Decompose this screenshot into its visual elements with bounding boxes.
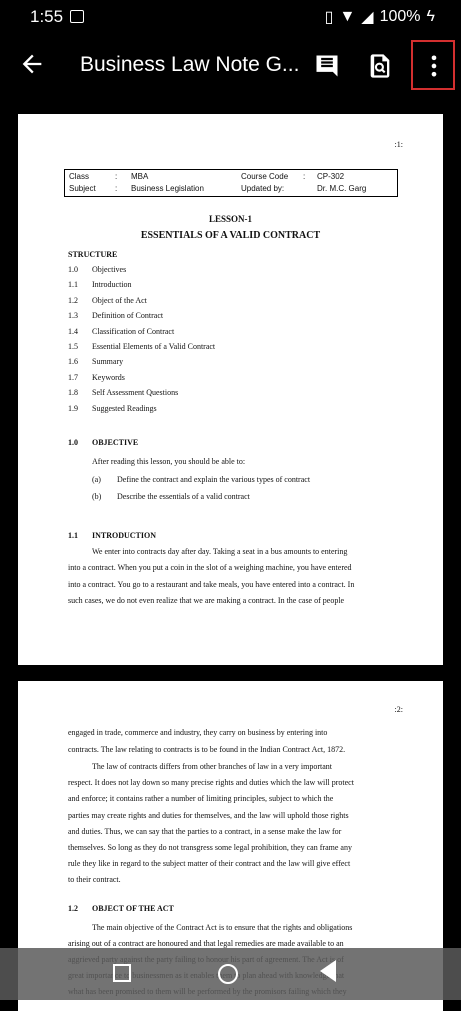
updated-value: Dr. M.C. Garg [317, 184, 367, 193]
class-value: MBA [131, 172, 149, 181]
objective-b: Describe the essentials of a valid contract [117, 492, 250, 501]
objective-b-label: (b) [92, 492, 102, 501]
paragraph-line: The law of contracts differs from other branches of law in a very important [92, 762, 332, 771]
class-label: Class [69, 172, 90, 181]
charging-icon: ϟ [426, 8, 435, 25]
status-time: 1:55 [30, 7, 64, 26]
recents-button[interactable] [113, 964, 131, 982]
paragraph-line: such cases, we do not even realize that we are making a contract. In the case of people [68, 596, 345, 606]
separator: : [115, 172, 118, 181]
image-notification-icon [70, 10, 84, 23]
objective-intro: After reading this lesson, you should be able to: [92, 457, 246, 466]
lesson-label: LESSON-1 [208, 214, 252, 224]
intro-heading: INTRODUCTION [92, 531, 157, 540]
structure-item-number: 1.0 [68, 265, 78, 274]
lesson-title: ESSENTIALS OF A VALID CONTRACT [140, 230, 321, 241]
objective-number: 1.0 [68, 438, 78, 447]
pdf-page-1[interactable] [18, 114, 443, 665]
home-button[interactable] [218, 964, 238, 984]
separator: : [303, 172, 306, 181]
back-button[interactable] [320, 960, 336, 982]
intro-number: 1.1 [68, 531, 78, 540]
battery-level: 100% [379, 8, 421, 25]
structure-item-number: 1.1 [68, 280, 78, 290]
structure-item-number: 1.7 [68, 372, 78, 382]
structure-item: Object of the Act [92, 295, 147, 305]
paragraph-line: engaged in trade, commerce and industry, they carry on business by entering into [68, 728, 328, 737]
course-header-table [64, 169, 398, 197]
object-number: 1.2 [68, 904, 78, 913]
paragraph-line: rule they like in regard to the subject matter of their contract and the law will give effect [68, 859, 351, 869]
wifi-icon: ▼ [339, 8, 356, 25]
structure-item: Objectives [92, 265, 127, 274]
paragraph-line: and duties. Thus, we can say that the parties to a contract, in a sense make the law for [68, 826, 342, 836]
course-code-value: CP-302 [317, 172, 345, 181]
signal-icon: ◢ [361, 9, 374, 26]
structure-item: Suggested Readings [92, 403, 157, 413]
structure-item: Introduction [92, 280, 132, 290]
subject-value: Business Legislation [131, 184, 204, 193]
page-number: :2: [394, 705, 403, 714]
object-heading: OBJECT OF THE ACT [92, 904, 174, 913]
paragraph-line: arising out of a contract are honoured and that legal remedies are made available to an [68, 939, 344, 948]
vibrate-icon: ▯ [324, 9, 334, 26]
structure-item-number: 1.8 [68, 388, 78, 398]
paragraph-line: We enter into contracts day after day. Taking a seat in a bus amounts to entering [92, 547, 348, 556]
paragraph-line: to their contract. [68, 875, 121, 885]
objective-heading: OBJECTIVE [92, 438, 139, 447]
subject-label: Subject [69, 184, 96, 193]
paragraph-line: The main objective of the Contract Act is to ensure that the rights and obligations [92, 923, 353, 932]
structure-heading: STRUCTURE [68, 250, 118, 259]
paragraph-line: into a contract. When you put a coin in the slot of a weighing machine, you have entered [68, 563, 352, 573]
structure-item-number: 1.6 [68, 357, 78, 367]
find-in-page-icon[interactable] [366, 52, 394, 80]
paragraph-line: into a contract. You go to a restaurant and take meals, you have entered into a contract. In [68, 579, 355, 589]
structure-item-number: 1.5 [68, 342, 78, 351]
navigation-bar [0, 948, 461, 1000]
back-arrow-icon[interactable] [18, 50, 46, 78]
paragraph-line: contracts. The law relating to contracts is to be found in the Indian Contract Act, 1872. [68, 745, 346, 754]
updated-label: Updated by: [241, 184, 285, 193]
structure-item-number: 1.9 [68, 403, 78, 413]
structure-item-number: 1.4 [68, 326, 78, 336]
objective-a: Define the contract and explain the various types of contract [117, 475, 311, 484]
menu-highlight-box [411, 40, 455, 90]
structure-item: Essential Elements of a Valid Contract [92, 342, 216, 351]
objective-a-label: (a) [92, 475, 101, 484]
app-bar [0, 34, 461, 98]
structure-item: Definition of Contract [92, 311, 164, 321]
status-icons [325, 7, 435, 27]
course-code-label: Course Code [241, 172, 289, 181]
status-bar [0, 0, 461, 34]
structure-item: Keywords [92, 372, 125, 382]
paragraph-line: parties may create rights and duties for themselves, and the law will uphold those rights [68, 810, 349, 820]
structure-item-number: 1.3 [68, 311, 78, 321]
separator: : [115, 184, 118, 193]
comment-icon[interactable] [313, 52, 341, 80]
document-title: Business Law Note G... [80, 53, 300, 76]
structure-item: Self Assessment Questions [92, 388, 179, 398]
structure-item: Summary [92, 357, 124, 367]
paragraph-line: themselves. So long as they do not transgress some legal prohibition, they can frame any [68, 843, 352, 852]
paragraph-line: and enforce; it contains rather a number of limiting principles, subject to which the [68, 794, 334, 804]
page-number: :1: [394, 140, 403, 149]
paragraph-line: respect. It does not lay down so many precise rights and duties which the law will protect [68, 778, 354, 788]
structure-item: Classification of Contract [92, 326, 175, 336]
structure-item-number: 1.2 [68, 295, 78, 305]
